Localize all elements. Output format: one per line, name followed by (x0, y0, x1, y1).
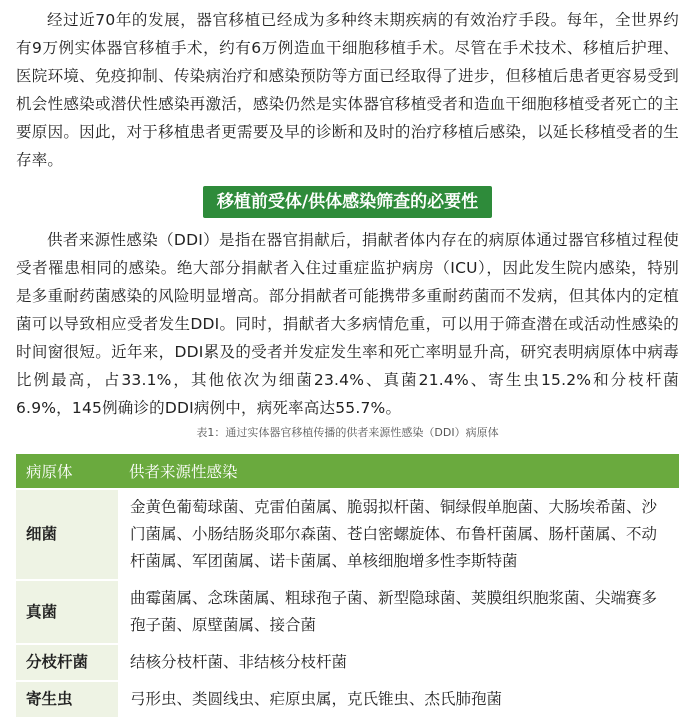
table-header-row (16, 454, 679, 489)
table-caption: 表1：通过实体器官移植传播的供者来源性感染（DDI）病原体 (196, 426, 499, 439)
row-value-parasite: 弓形虫、类圆线虫、疟原虫属，克氏锥虫、杰氏肺孢菌 (119, 681, 679, 718)
table-row (16, 644, 679, 681)
intro-paragraph: 经过近70年的发展，器官移植已经成为多种终末期疾病的有效治疗手段。每年，全世界约有9万例实体器官移植手术，约有6万例造血干细胞移植手术。尽管在手术技术、移植后护理、医院环境、免疫抑制、传染病治疗和感染预防等方面已经取得了进步，但移植后患者更容易受到机会性感染或潜伏性感染再激活，感染仍然是实体器官移植受者和造血干细胞移植受者死亡的主要原因。因此，对于移植患者更需要及早的诊断和及时的治疗移植后感染，以延长移植受者的生存率。 (16, 11, 679, 169)
row-value-mycobacteria: 结核分枝杆菌、非结核分枝杆菌 (119, 644, 679, 681)
section-heading-wrap (16, 186, 679, 218)
row-name-mycobacteria: 分枝杆菌 (16, 644, 119, 681)
section-heading: 移植前受体/供体感染筛查的必要性 (203, 186, 492, 218)
row-name-bacteria: 细菌 (16, 489, 119, 580)
pathogen-table (16, 454, 679, 719)
table-row (16, 489, 679, 580)
row-value-fungi: 曲霉菌属、念珠菌属、粗球孢子菌、新型隐球菌、荚膜组织胞浆菌、尖端赛多孢子菌、原壁菌属、接合菌 (119, 580, 679, 644)
header-ddi: 供者来源性感染 (119, 454, 679, 489)
header-pathogen: 病原体 (16, 454, 119, 489)
row-name-parasite: 寄生虫 (16, 681, 119, 718)
article (16, 0, 679, 719)
ddi-paragraph: 供者来源性感染（DDI）是指在器官捐献后，捐献者体内存在的病原体通过器官移植过程使受者罹患相同的感染。绝大部分捐献者入住过重症监护病房（ICU），因此发生院内感染，特别是多重耐药菌感染的风险明显增高。部分捐献者可能携带多重耐药菌而不发病，但其体内的定植菌可以导致相应受者发生DDI。同时，捐献者大多病情危重，可以用于筛查潜在或活动性感染的时间窗很短。近年来，DDI累及的受者并发症发生率和死亡率明显升高，研究表明病原体中病毒比例最高，占33.1%，其他依次为细菌23.4%、真菌21.4%、寄生虫15.2%和分枝杆菌6.9%，145例确诊的DDI病例中，病死率高达55.7%。 (16, 231, 679, 417)
table-row (16, 580, 679, 644)
row-value-bacteria: 金黄色葡萄球菌、克雷伯菌属、脆弱拟杆菌、铜绿假单胞菌、大肠埃希菌、沙门菌属、小肠结肠炎耶尔森菌、苍白密螺旋体、布鲁杆菌属、肠杆菌属、不动杆菌属、军团菌属、诺卡菌属、单核细胞增多性李斯特菌 (119, 489, 679, 580)
row-name-fungi: 真菌 (16, 580, 119, 644)
table-row (16, 681, 679, 718)
